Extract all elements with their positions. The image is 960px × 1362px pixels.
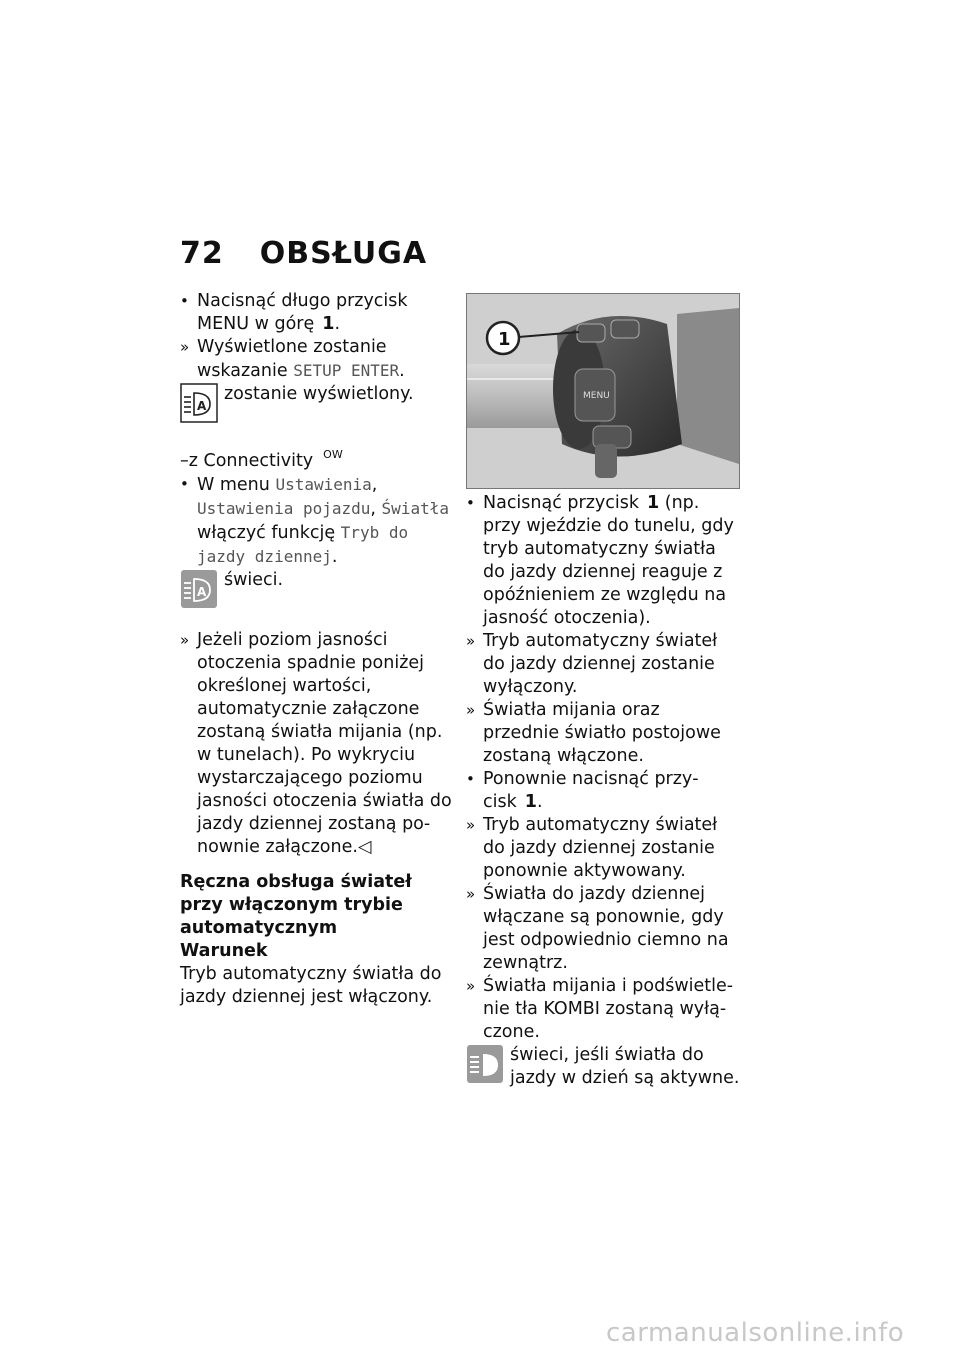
- indicator-text: świeci.: [224, 570, 284, 590]
- right-column: [466, 492, 740, 1096]
- indicator-row: [180, 569, 452, 609]
- indicator-row: [466, 1044, 740, 1090]
- svg-text:A: A: [197, 585, 207, 599]
- section-heading: Ręczna obsługa świateł przy włączonym trybie automatycznym Warunek: [180, 872, 412, 961]
- result-item: » Światła mijania oraz przednie światło postojowe zostaną włączone.: [466, 700, 721, 766]
- condition-text: Tryb automatyczny światła do jazdy dziennej jest włączony.: [180, 964, 442, 1007]
- option-code: OW: [323, 448, 343, 461]
- indicator-text: świeci, jeśli światła do jazdy w dzień są aktywne.: [510, 1045, 740, 1088]
- result-item: » Wyświetlone zostanie wskazanie SETUP ENTER.: [180, 337, 405, 381]
- page-header: [180, 236, 427, 271]
- handlebar-illustration: [467, 294, 739, 488]
- reference-number: 1: [322, 314, 335, 334]
- handlebar-switch-figure: [466, 293, 740, 489]
- daytime-light-auto-icon: [180, 569, 218, 609]
- instruction-step: • Nacisnąć przycisk 1 (np. przy wjeździe do tunelu, gdy tryb automatyczny światła do jazdy dziennej reaguje z opóźnieniem ze względu na jasność otoczenia).: [466, 493, 734, 628]
- result-item: » Tryb automatyczny świateł do jazdy dziennej zostanie wyłączony.: [466, 631, 718, 697]
- menu-path: Światła: [381, 499, 449, 518]
- menu-button-label: MENU: [583, 391, 610, 401]
- result-item: » Światła mijania i podświetlenie tła KOMBI zostaną wyłączone.: [466, 976, 734, 1042]
- display-code: SETUP ENTER: [293, 361, 400, 380]
- instruction-step: • Ponownie nacisnąć przycisk 1.: [466, 769, 699, 812]
- result-item: » Tryb automatyczny świateł do jazdy dziennej zostanie ponownie aktywowany.: [466, 815, 718, 881]
- daytime-running-light-icon: [466, 1044, 504, 1084]
- figure-callout: 1: [498, 329, 511, 350]
- page-number: 72: [180, 236, 224, 271]
- result-item: » Jeżeli poziom jasności otoczenia spadnie poniżej określonej wartości, automatycznie załączone zostaną światła mijania (np. w tunelach). Po wykryciu wystarczającego poziomu jasności otoczenia światła do jazdy dziennej zostaną ponownie załączone.◁: [180, 630, 452, 857]
- left-column: [180, 290, 452, 1009]
- option-line: –z Connectivity $^{OW}$: [180, 448, 343, 471]
- auto-light-indicator-icon: [180, 383, 218, 423]
- indicator-row: [180, 383, 452, 423]
- watermark: carmanualsonline.info: [606, 1318, 905, 1348]
- instruction-step: • W menu Ustawienia, Ustawienia pojazdu, Światła włączyć funkcję Tryb do jazdy dziennej.: [180, 475, 449, 567]
- reference-number: 1: [524, 792, 537, 812]
- instruction-step: • Nacisnąć długo przycisk MENU w górę 1.: [180, 291, 408, 334]
- end-mark: ◁: [357, 837, 372, 857]
- section-title: OBSŁUGA: [259, 236, 428, 271]
- menu-path: Tryb do jazdy dziennej: [197, 523, 409, 566]
- reference-number: 1: [647, 493, 660, 513]
- indicator-text: zostanie wyświetlony.: [224, 384, 414, 404]
- result-item: » Światła do jazdy dziennej włączane są ponownie, gdy jest odpowiednio ciemno na zewnątrz.: [466, 884, 729, 973]
- svg-text:A: A: [197, 399, 207, 413]
- menu-path: Ustawienia pojazdu: [197, 499, 371, 518]
- menu-path: Ustawienia: [275, 475, 372, 494]
